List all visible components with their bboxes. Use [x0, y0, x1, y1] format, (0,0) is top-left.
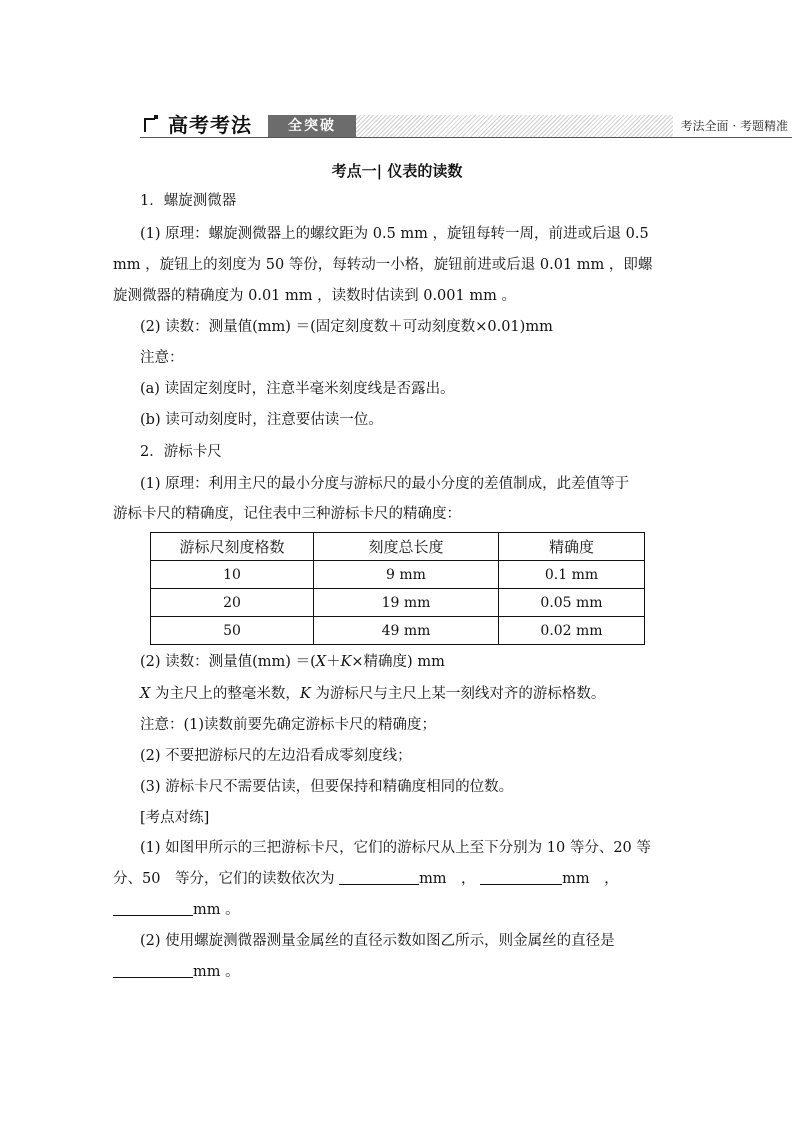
table-header-row	[151, 533, 645, 561]
variable-k: K	[299, 686, 311, 702]
vernier-note-2: (2) 不要把游标尺的左边沿看成零刻度线；	[140, 748, 412, 764]
vernier-principle-line1: (1) 原理：利用主尺的最小分度与游标尺的最小分度的差值制成，此差值等于	[140, 476, 630, 492]
table-header-cell: 游标尺刻度格数	[151, 533, 314, 561]
vernier-title: 2．游标卡尺	[140, 444, 222, 460]
answer-blank-4[interactable]	[113, 963, 193, 978]
vernier-variable-definitions	[140, 683, 710, 705]
square-bullet-icon	[154, 115, 158, 119]
banner-tagline: 考法全面 · 考题精准	[673, 115, 792, 137]
vernier-precision-table	[150, 532, 645, 645]
section-banner	[140, 112, 792, 138]
answer-blank-3[interactable]	[113, 901, 193, 916]
vernier-principle-line2: 游标卡尺的精确度，记住表中三种游标卡尺的精确度：	[113, 506, 461, 522]
micrometer-note-label: 注意：	[140, 350, 184, 366]
micrometer-principle-line3: 旋测微器的精确度为 0.01 mm ，读数时估读到 0.001 mm 。	[113, 288, 516, 304]
variable-x: X	[315, 654, 327, 670]
corner-bracket-icon	[144, 118, 155, 132]
micrometer-principle-line2: mm ，旋钮上的刻度为 50 等份，每转动一小格，旋钮前进或后退 0.01 mm ，即螺	[113, 257, 653, 273]
table-cell: 0.1 mm	[499, 561, 645, 589]
section-heading: 考点一| 仪表的读数	[331, 162, 463, 180]
answer-blank-1[interactable]	[339, 870, 419, 885]
definition-text: 为主尺上的整毫米数，	[150, 686, 300, 702]
table-cell: 9 mm	[314, 561, 499, 589]
banner-rule	[140, 137, 792, 138]
practice-label: [考点对练]	[140, 810, 210, 826]
variable-x: X	[140, 686, 151, 702]
unit-text: mm ，	[419, 871, 476, 887]
table-row	[151, 617, 645, 645]
banner-title: 高考考法	[168, 113, 252, 137]
table-cell: 20	[151, 589, 314, 617]
question-1-line3	[113, 899, 683, 921]
micrometer-note-b: (b) 读可动刻度时，注意要估读一位。	[140, 412, 383, 428]
formula-text: ×精确度) mm	[351, 654, 445, 670]
vernier-reading-formula	[140, 651, 710, 673]
vernier-note-3: (3) 游标卡尺不需要估读，但要保持和精确度相同的位数。	[140, 779, 514, 795]
table-row	[151, 561, 645, 589]
question-1-line2	[113, 868, 683, 890]
unit-text: mm ，	[562, 871, 619, 887]
table-header-cell: 精确度	[499, 533, 645, 561]
unit-text: mm 。	[193, 964, 240, 980]
table-header-cell: 刻度总长度	[314, 533, 499, 561]
question-2-line2	[113, 961, 683, 983]
banner-badge: 全突破	[268, 115, 356, 137]
answer-blank-2[interactable]	[480, 870, 562, 885]
table-cell: 50	[151, 617, 314, 645]
table-row	[151, 589, 645, 617]
micrometer-title: 1．螺旋测微器	[140, 193, 237, 209]
vernier-note-1: 注意：(1)读数前要先确定游标卡尺的精确度；	[140, 717, 437, 733]
table-cell: 19 mm	[314, 589, 499, 617]
unit-text: mm 。	[193, 902, 240, 918]
question-1-line1: (1) 如图甲所示的三把游标卡尺，它们的游标尺从上至下分别为 10 等分、20 等	[140, 840, 651, 856]
definition-text: 为游标尺与主尺上某一刻线对齐的游标格数。	[310, 686, 606, 702]
table-cell: 0.02 mm	[499, 617, 645, 645]
formula-text: (2) 读数：测量值(mm) ＝(	[140, 654, 316, 670]
question-2-line1: (2) 使用螺旋测微器测量金属丝的直径示数如图乙所示，则金属丝的直径是	[140, 933, 615, 949]
table-cell: 10	[151, 561, 314, 589]
formula-text: ＋	[326, 654, 341, 670]
micrometer-reading-formula: (2) 读数：测量值(mm) ＝(固定刻度数＋可动刻度数×0.01)mm	[140, 319, 553, 335]
question-text: 分、50 等分，它们的读数依次为	[113, 871, 335, 887]
micrometer-principle-line1: (1) 原理：螺旋测微器上的螺纹距为 0.5 mm ，旋钮每转一周，前进或后退 0.5	[140, 226, 649, 242]
micrometer-note-a: (a) 读固定刻度时，注意半毫米刻度线是否露出。	[140, 381, 455, 397]
table-cell: 49 mm	[314, 617, 499, 645]
table-cell: 0.05 mm	[499, 589, 645, 617]
variable-k: K	[340, 654, 352, 670]
